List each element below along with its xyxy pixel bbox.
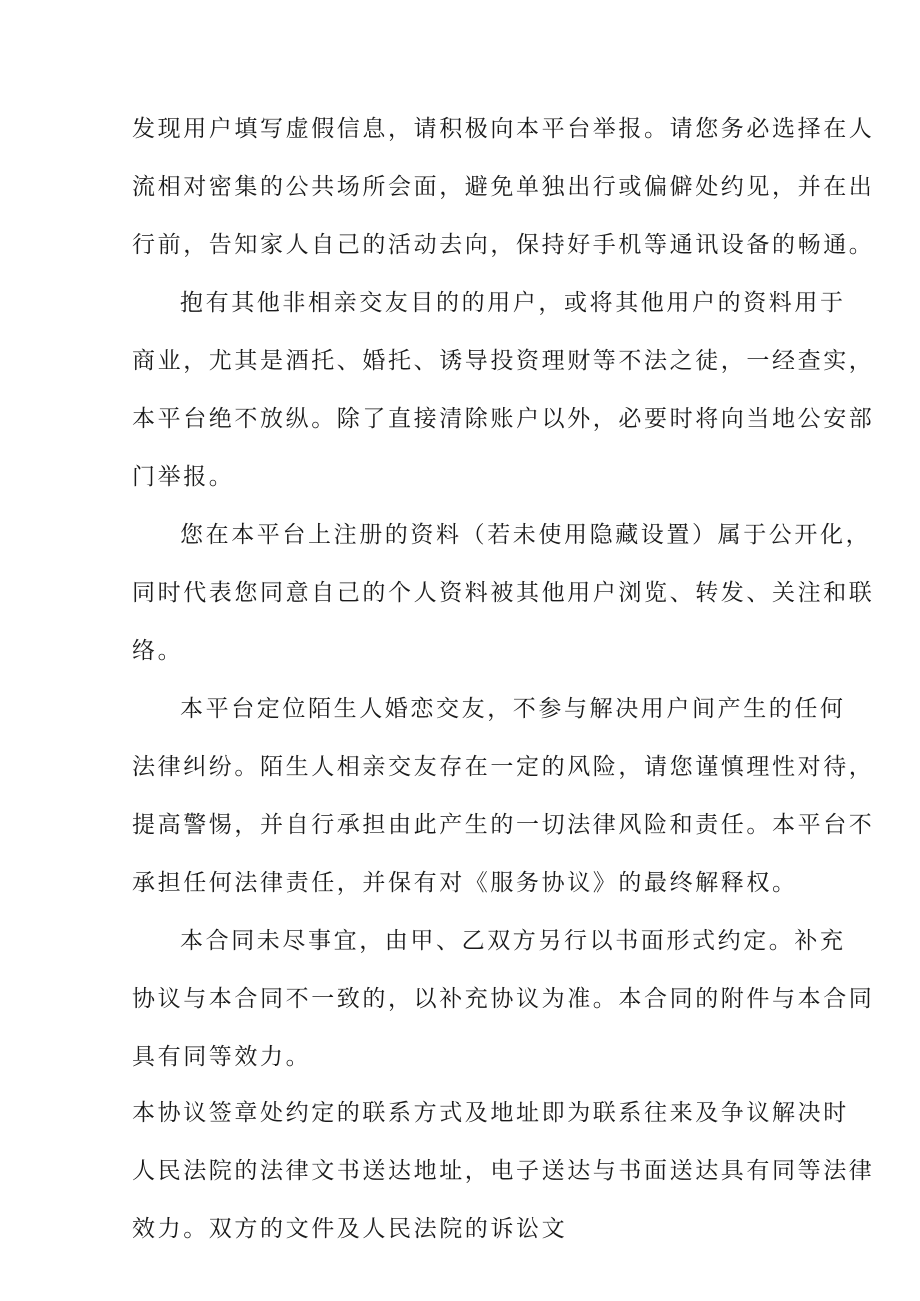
text-line: 抱有其他非相亲交友目的的用户，或将其他用户的资料用于 [180, 290, 846, 316]
text-line: 本合同未尽事宜，由甲、乙双方另行以书面形式约定。补充 [180, 928, 846, 954]
text-line: 流相对密集的公共场所会面，避免单独出行或偏僻处约见，并在出 [132, 174, 875, 200]
text-line: 效力。双方的文件及人民法院的诉讼文 [132, 1216, 568, 1242]
text-line: 提高警惕，并自行承担由此产生的一切法律风险和责任。本平台不 [132, 812, 875, 838]
text-line: 门举报。 [132, 464, 235, 490]
text-line: 您在本平台上注册的资料（若未使用隐藏设置）属于公开化， [180, 522, 872, 548]
text-line: 同时代表您同意自己的个人资料被其他用户浏览、转发、关注和联 [132, 580, 875, 606]
text-line: 法律纠纷。陌生人相亲交友存在一定的风险，请您谨慎理性对待， [132, 754, 875, 780]
text-line: 行前，告知家人自己的活动去向，保持好手机等通讯设备的畅通。 [132, 232, 875, 258]
text-line: 本平台绝不放纵。除了直接清除账户以外，必要时将向当地公安部 [132, 406, 875, 432]
text-line: 人民法院的法律文书送达地址，电子送达与书面送达具有同等法律 [132, 1158, 875, 1184]
text-line: 本平台定位陌生人婚恋交友，不参与解决用户间产生的任何 [180, 696, 846, 722]
text-line: 发现用户填写虚假信息，请积极向本平台举报。请您务必选择在人 [132, 116, 875, 142]
text-line: 具有同等效力。 [132, 1044, 312, 1070]
text-line: 协议与本合同不一致的，以补充协议为准。本合同的附件与本合同 [132, 986, 875, 1012]
text-line: 本协议签章处约定的联系方式及地址即为联系往来及争议解决时 [132, 1100, 849, 1126]
text-line: 络。 [132, 638, 184, 664]
text-line: 承担任何法律责任，并保有对《服务协议》的最终解释权。 [132, 870, 798, 896]
text-line: 商业，尤其是酒托、婚托、诱导投资理财等不法之徒，一经查实， [132, 348, 875, 374]
